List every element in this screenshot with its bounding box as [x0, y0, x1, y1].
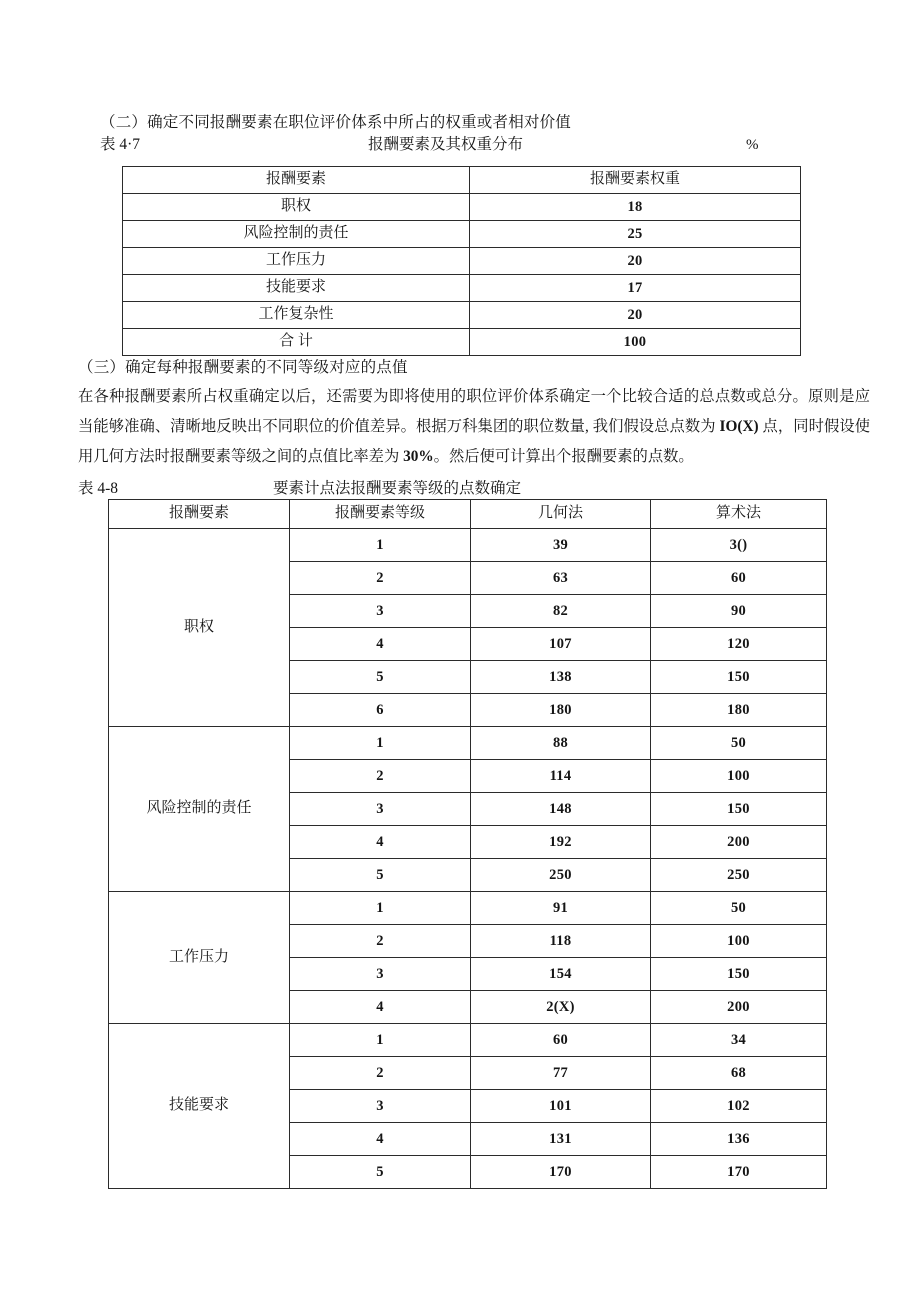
cell-arithmetic: 100 — [651, 760, 827, 793]
cell-factor-group: 职权 — [109, 529, 290, 727]
cell-arithmetic: 34 — [651, 1024, 827, 1057]
section-heading-two: （二）确定不同报酬要素在职位评价体系中所占的权重或者相对价值 — [100, 114, 572, 131]
column-header-factor: 报酬要素 — [109, 500, 290, 529]
cell-level: 3 — [290, 793, 471, 826]
table-4-8-caption — [78, 477, 868, 501]
cell-level: 3 — [290, 958, 471, 991]
cell-geometric: 118 — [471, 925, 651, 958]
table-row — [123, 194, 801, 221]
cell-geometric: 2(X) — [471, 991, 651, 1024]
cell-arithmetic: 68 — [651, 1057, 827, 1090]
cell-factor: 技能要求 — [123, 275, 470, 302]
table-4-8-caption-title: 要素计点法报酬要素等级的点数确定 — [273, 480, 522, 497]
cell-level: 2 — [290, 562, 471, 595]
table-4-7-caption — [78, 133, 868, 157]
cell-level: 1 — [290, 529, 471, 562]
cell-level: 2 — [290, 1057, 471, 1090]
cell-weight-total: 100 — [470, 329, 801, 356]
column-header-level: 报酬要素等级 — [290, 500, 471, 529]
table-row — [109, 892, 827, 925]
cell-arithmetic: 150 — [651, 661, 827, 694]
cell-geometric: 77 — [471, 1057, 651, 1090]
table-row — [123, 221, 801, 248]
cell-arithmetic: 3() — [651, 529, 827, 562]
cell-geometric: 91 — [471, 892, 651, 925]
cell-geometric: 60 — [471, 1024, 651, 1057]
cell-level: 4 — [290, 628, 471, 661]
cell-weight: 25 — [470, 221, 801, 248]
body-paragraph — [78, 382, 870, 472]
cell-geometric: 131 — [471, 1123, 651, 1156]
cell-arithmetic: 100 — [651, 925, 827, 958]
table-row — [109, 727, 827, 760]
cell-arithmetic: 150 — [651, 793, 827, 826]
table-row — [123, 275, 801, 302]
paragraph-run-1: 在各种报酬要素所占权重确定以后，还需要为即将使用的职位评价体系确定一个比较合适的总点数或总分。原则是应当能够准确、清晰地反映出不同职位的价值差异。根据万科集团的职位数量, 我们假设总点数为 — [78, 388, 870, 435]
cell-weight: 17 — [470, 275, 801, 302]
cell-arithmetic: 60 — [651, 562, 827, 595]
column-header-weight: 报酬要素权重 — [470, 167, 801, 194]
cell-level: 1 — [290, 892, 471, 925]
table-compensation-factor-weights — [122, 166, 801, 356]
cell-factor: 风险控制的责任 — [123, 221, 470, 248]
cell-geometric: 154 — [471, 958, 651, 991]
paragraph-run-3: 点，同时假设使用几何方法时报酬要素等级之间的点值比率差为 — [78, 418, 870, 465]
cell-weight: 20 — [470, 248, 801, 275]
cell-arithmetic: 50 — [651, 892, 827, 925]
cell-arithmetic: 50 — [651, 727, 827, 760]
cell-level: 5 — [290, 859, 471, 892]
cell-level: 2 — [290, 760, 471, 793]
cell-arithmetic: 120 — [651, 628, 827, 661]
cell-arithmetic: 250 — [651, 859, 827, 892]
cell-geometric: 88 — [471, 727, 651, 760]
cell-arithmetic: 90 — [651, 595, 827, 628]
cell-factor-group: 技能要求 — [109, 1024, 290, 1189]
table-factor-level-points — [108, 499, 827, 1189]
cell-arithmetic: 136 — [651, 1123, 827, 1156]
cell-level: 4 — [290, 991, 471, 1024]
table-4-7-caption-unit: % — [746, 137, 759, 153]
table-row — [123, 248, 801, 275]
cell-level: 1 — [290, 1024, 471, 1057]
cell-geometric: 63 — [471, 562, 651, 595]
cell-geometric: 39 — [471, 529, 651, 562]
table-header-row — [109, 500, 827, 529]
cell-geometric: 192 — [471, 826, 651, 859]
cell-factor: 工作压力 — [123, 248, 470, 275]
cell-geometric: 107 — [471, 628, 651, 661]
cell-geometric: 101 — [471, 1090, 651, 1123]
cell-factor: 工作复杂性 — [123, 302, 470, 329]
cell-level: 1 — [290, 727, 471, 760]
table-row — [123, 302, 801, 329]
cell-factor: 职权 — [123, 194, 470, 221]
cell-weight: 20 — [470, 302, 801, 329]
column-header-geometric: 几何法 — [471, 500, 651, 529]
cell-factor-total: 合 计 — [123, 329, 470, 356]
table-4-7-caption-label: 表 4·7 — [100, 136, 141, 153]
cell-geometric: 250 — [471, 859, 651, 892]
cell-level: 3 — [290, 1090, 471, 1123]
cell-level: 5 — [290, 1156, 471, 1189]
section-heading-three: （三）确定每种报酬要素的不同等级对应的点值 — [78, 359, 408, 376]
cell-level: 3 — [290, 595, 471, 628]
cell-geometric: 138 — [471, 661, 651, 694]
table-4-8-caption-label: 表 4-8 — [78, 480, 119, 497]
paragraph-total-points-value: IO(X) — [719, 418, 759, 435]
paragraph-ratio-value: 30% — [403, 448, 434, 465]
cell-factor-group: 风险控制的责任 — [109, 727, 290, 892]
cell-level: 6 — [290, 694, 471, 727]
cell-level: 5 — [290, 661, 471, 694]
cell-arithmetic: 170 — [651, 1156, 827, 1189]
cell-level: 4 — [290, 826, 471, 859]
cell-factor-group: 工作压力 — [109, 892, 290, 1024]
cell-geometric: 114 — [471, 760, 651, 793]
cell-arithmetic: 200 — [651, 991, 827, 1024]
table-header-row — [123, 167, 801, 194]
cell-geometric: 148 — [471, 793, 651, 826]
cell-geometric: 170 — [471, 1156, 651, 1189]
cell-arithmetic: 102 — [651, 1090, 827, 1123]
cell-geometric: 180 — [471, 694, 651, 727]
column-header-arithmetic: 算术法 — [651, 500, 827, 529]
cell-level: 2 — [290, 925, 471, 958]
cell-geometric: 82 — [471, 595, 651, 628]
cell-level: 4 — [290, 1123, 471, 1156]
paragraph-run-5: 。然后便可计算出个报酬要素的点数。 — [433, 448, 694, 465]
cell-arithmetic: 200 — [651, 826, 827, 859]
table-row — [109, 1024, 827, 1057]
table-total-row — [123, 329, 801, 356]
cell-arithmetic: 180 — [651, 694, 827, 727]
cell-arithmetic: 150 — [651, 958, 827, 991]
table-row — [109, 529, 827, 562]
table-4-7-caption-title: 报酬要素及其权重分布 — [368, 136, 524, 153]
column-header-factor: 报酬要素 — [123, 167, 470, 194]
cell-weight: 18 — [470, 194, 801, 221]
